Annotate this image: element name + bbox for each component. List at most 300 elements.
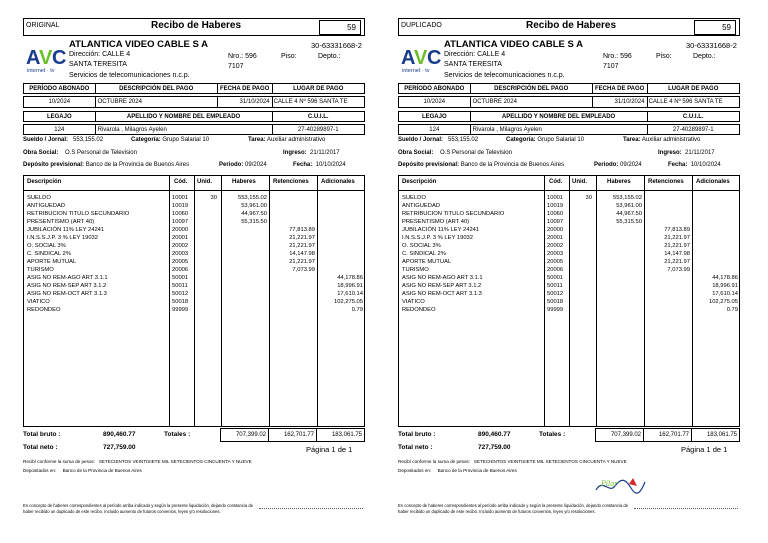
row-desc: PRESENTISMO (ART 40): [402, 219, 470, 225]
header-desc-pago: DESCRIPCIÓN DEL PAGO: [471, 84, 593, 93]
row-adic: [318, 266, 363, 274]
row-unid: [570, 290, 592, 298]
header-cuil: C.U.I.L.: [307, 114, 329, 120]
row-unid: 30: [210, 195, 217, 201]
row-cod: 10060: [172, 211, 189, 217]
avc-logo: [25, 42, 65, 76]
row-desc: O. SOCIAL 3%: [402, 243, 441, 249]
row-cod: 10097: [172, 219, 189, 225]
col-unidades: Unid.: [197, 179, 212, 185]
svg-text:V: V: [39, 47, 53, 69]
concepts-table: [398, 175, 740, 427]
row-ret: 77,813.89: [664, 227, 690, 233]
row-adic: 0.79: [726, 307, 738, 313]
row-ret: [645, 218, 690, 226]
row-cod: 10001: [547, 195, 564, 201]
row-unid: [195, 274, 217, 282]
row-cod: 50012: [172, 291, 189, 297]
receipt-title: Recibo de Haberes: [151, 20, 242, 31]
tarea-info: Tarea: Auxiliar administrativo: [248, 137, 326, 143]
periodo-deposito-info: Periodo: 09/2024: [219, 162, 267, 168]
row-ret: 14,147.98: [289, 251, 315, 257]
company-activity: Servicios de telecomunicaciones n.c.p.: [444, 72, 565, 79]
row-haberes: [222, 250, 267, 258]
company-city: SANTA TERESITA: [69, 61, 127, 68]
totals-row: [398, 428, 740, 442]
row-haberes: 44,967.50: [616, 211, 642, 217]
row-haberes: 553,155.02: [237, 195, 267, 201]
row-haberes: [222, 266, 267, 274]
employee-header-row: [398, 111, 740, 122]
row-adic: [318, 202, 363, 210]
row-haberes: [597, 258, 642, 266]
row-adic: 44,178.86: [712, 275, 738, 281]
row-cod: 10060: [547, 211, 564, 217]
total-bruto-label: Total bruto :: [23, 431, 61, 438]
row-cod: 20003: [172, 251, 189, 257]
row-ret: [270, 298, 315, 306]
row-unid: [570, 202, 592, 210]
row-adic: [318, 242, 363, 250]
row-adic: [318, 258, 363, 266]
row-adic: 18,996.91: [712, 283, 738, 289]
ingreso-info: Ingreso: 21/11/2017: [283, 150, 340, 156]
row-unid: [195, 250, 217, 258]
row-cod: 50001: [172, 275, 189, 281]
row-ret: [645, 298, 690, 306]
total-neto-label: Total neto :: [23, 444, 58, 451]
row-unid: [570, 274, 592, 282]
col-codigo: Cód.: [174, 179, 188, 185]
row-adic: [318, 210, 363, 218]
row-desc: ASIG NO REM-AGO ART 3.1.1: [27, 275, 108, 281]
company-name: ATLANTICA VIDEO CABLE S A: [69, 39, 208, 50]
row-cod: 99999: [172, 307, 189, 313]
deposito-info: Depósito previsional: Banco de la Provincia de Buenos Aires: [23, 162, 190, 168]
total-bruto-value: 890,460.77: [478, 431, 511, 438]
total-retenciones: 162,701.77: [268, 428, 317, 442]
receipt-original: [23, 18, 365, 528]
payment-header-row: [23, 83, 365, 94]
row-cod: 10019: [547, 203, 564, 209]
row-haberes: [222, 258, 267, 266]
svg-text:Pilar: Pilar: [601, 480, 618, 488]
row-desc: TURISMO: [402, 267, 429, 273]
row-haberes: [597, 266, 642, 274]
row-desc: REDONDEO: [27, 307, 61, 313]
header-desc-pago: DESCRIPCIÓN DEL PAGO: [96, 84, 218, 93]
row-desc: ANTIGUEDAD: [27, 203, 66, 209]
row-unid: [195, 218, 217, 226]
row-adic: [693, 202, 738, 210]
row-ret: [270, 194, 315, 202]
row-haberes: [597, 306, 642, 314]
row-desc: REDONDEO: [402, 307, 436, 313]
row-cod: 20000: [547, 227, 564, 233]
header-nombre: APELLIDO Y NOMBRE DEL EMPLEADO: [471, 112, 648, 121]
row-desc: ASIG NO REM-OCT ART 3.1.3: [27, 291, 107, 297]
row-cod: 20003: [547, 251, 564, 257]
row-ret: [645, 202, 690, 210]
row-ret: [270, 274, 315, 282]
row-cod: 20006: [547, 267, 564, 273]
row-desc: PRESENTISMO (ART 40): [27, 219, 95, 225]
payment-values-row: [398, 96, 740, 108]
row-haberes: [222, 306, 267, 314]
row-desc: SUELDO: [402, 195, 426, 201]
value-cuil: 27-40289897-1: [297, 127, 339, 133]
row-adic: 44,178.86: [337, 275, 363, 281]
fecha-deposito-info: Fecha: 10/10/2024: [668, 162, 721, 168]
employee-values-row: [398, 124, 740, 135]
value-periodo: 10/2024: [399, 97, 471, 107]
col-adicionales: Adicionales: [321, 179, 355, 185]
signature-line: [259, 508, 363, 509]
value-periodo: 10/2024: [24, 97, 96, 107]
col-haberes: Haberes: [607, 179, 631, 185]
payment-header-row: [398, 83, 740, 94]
row-adic: 18,996.91: [337, 283, 363, 289]
obra-social-info: Obra Social: O.S Personal de Television: [398, 150, 512, 156]
value-lugar-pago: CALLE 4 Nº 596 SANTA TE: [648, 99, 723, 105]
company-activity: Servicios de telecomunicaciones n.c.p.: [69, 72, 190, 79]
col-descripcion: Descripción: [27, 179, 62, 185]
row-unid: [195, 258, 217, 266]
row-unid: [570, 234, 592, 242]
row-haberes: [597, 234, 642, 242]
row-cod: 50012: [547, 291, 564, 297]
row-ret: [270, 282, 315, 290]
copy-label: DUPLICADO: [401, 22, 442, 29]
row-ret: 14,147.98: [664, 251, 690, 257]
total-adicionales: 183,061.75: [316, 428, 365, 442]
row-haberes: [222, 290, 267, 298]
header-lugar-pago: LUGAR DE PAGO: [668, 86, 719, 92]
row-haberes: [222, 282, 267, 290]
company-cuit: 30-63331668-2: [686, 41, 737, 50]
row-adic: [693, 266, 738, 274]
svg-text:A: A: [401, 47, 416, 69]
employee-values-row: [23, 124, 365, 135]
row-cod: 20002: [547, 243, 564, 249]
col-codigo: Cód.: [549, 179, 563, 185]
value-nombre: Rivarola , Milagros Ayelen: [471, 125, 648, 134]
row-adic: [318, 234, 363, 242]
row-adic: 17,610.14: [337, 291, 363, 297]
header-fecha-pago: FECHA DE PAGO: [593, 84, 648, 93]
row-haberes: 53,961.00: [241, 203, 267, 209]
row-desc: ANTIGUEDAD: [402, 203, 441, 209]
row-ret: [645, 274, 690, 282]
col-haberes: Haberes: [232, 179, 256, 185]
company-address: Dirección: CALLE 4: [444, 51, 506, 58]
row-desc: APORTE MUTUAL: [402, 259, 452, 265]
piso-label: Piso:: [656, 53, 672, 60]
row-ret: [645, 282, 690, 290]
row-cod: 50018: [547, 299, 564, 305]
row-haberes: [597, 242, 642, 250]
row-desc: VIATICO: [402, 299, 425, 305]
row-cod: 50011: [172, 283, 188, 289]
row-ret: 21,221.97: [664, 243, 690, 249]
recibi-line: Recibí conforme la suma de pesos: SETECIENTOS VEINTISIETE MIL SETECIENTOS CINCUENTA Y NUEVE: [398, 459, 627, 464]
value-nombre: Rivarola , Milagros Ayelen: [96, 125, 273, 134]
row-unid: [195, 202, 217, 210]
row-desc: ASIG NO REM-OCT ART 3.1.3: [402, 291, 482, 297]
row-adic: 102,275.05: [708, 299, 738, 305]
total-haberes: 707,399.02: [595, 428, 644, 442]
header-periodo: PERÍODO ABONADO: [399, 84, 471, 93]
receipt-title: Recibo de Haberes: [526, 20, 617, 31]
row-cod: 20001: [547, 235, 564, 241]
total-neto-value: 727,759.00: [103, 444, 136, 451]
row-ret: 21,221.97: [289, 235, 315, 241]
row-cod: 10097: [547, 219, 564, 225]
row-cod: 20005: [547, 259, 564, 265]
row-desc: TURISMO: [27, 267, 54, 273]
row-adic: [693, 242, 738, 250]
row-desc: C. SINDICAL 2%: [27, 251, 71, 257]
totales-label: Totales :: [164, 431, 191, 438]
header-legajo: LEGAJO: [24, 112, 96, 121]
header-periodo: PERÍODO ABONADO: [24, 84, 96, 93]
row-haberes: [597, 226, 642, 234]
row-unid: 30: [585, 195, 592, 201]
signature-graphic: [593, 474, 648, 496]
row-adic: 17,610.14: [712, 291, 738, 297]
header-cuil: C.U.I.L.: [682, 114, 704, 120]
value-legajo: 124: [399, 125, 471, 134]
row-haberes: [597, 250, 642, 258]
row-desc: ASIG NO REM-SEP ART 3.1.2: [27, 283, 107, 289]
nro-label: Nro.: 596: [228, 53, 257, 60]
row-desc: RETRIBUCION TITULO SECUNDARIO: [27, 211, 130, 217]
row-cod: 20000: [172, 227, 189, 233]
value-cuil: 27-40289897-1: [672, 127, 714, 133]
row-adic: [318, 250, 363, 258]
nro-label: Nro.: 596: [603, 53, 632, 60]
svg-text:V: V: [414, 47, 428, 69]
row-ret: [645, 210, 690, 218]
row-desc: I.N.S.S.J.P. 3 % LEY 19032: [27, 235, 99, 241]
svg-text:A: A: [26, 47, 41, 69]
row-adic: 0.79: [351, 307, 363, 313]
row-ret: [270, 210, 315, 218]
row-haberes: 44,967.50: [241, 211, 267, 217]
header-fecha-pago: FECHA DE PAGO: [218, 84, 273, 93]
row-adic: [693, 234, 738, 242]
row-haberes: [222, 298, 267, 306]
ingreso-info: Ingreso: 21/11/2017: [658, 150, 715, 156]
row-unid: [195, 242, 217, 250]
row-haberes: [222, 234, 267, 242]
row-unid: [570, 242, 592, 250]
value-legajo: 124: [24, 125, 96, 134]
row-unid: [570, 250, 592, 258]
row-cod: 50018: [172, 299, 189, 305]
value-lugar-pago: CALLE 4 Nº 596 SANTA TE: [273, 99, 348, 105]
receipt-duplicado: [398, 18, 740, 528]
depto-label: Depto.:: [693, 53, 716, 60]
company-name: ATLANTICA VIDEO CABLE S A: [444, 39, 583, 50]
row-unid: [195, 282, 217, 290]
svg-text:internet · tv: internet · tv: [402, 68, 430, 74]
categoria-info: Categoría: Grupo Salarial 10: [506, 137, 585, 143]
depto-label: Depto.:: [318, 53, 341, 60]
value-desc-pago: OCTUBRE 2024: [471, 97, 593, 107]
row-desc: C. SINDICAL 2%: [402, 251, 446, 257]
row-ret: [270, 306, 315, 314]
tarea-info: Tarea: Auxiliar administrativo: [623, 137, 701, 143]
value-desc-pago: OCTUBRE 2024: [96, 97, 218, 107]
row-ret: [645, 290, 690, 298]
footer-note: En concepto de haberes correspondientes al período arriba indicado y según la presente liquidación, dejando constancia de haber recibido un duplicado de este recibo. Incluido aumento de futuros convenios, leyes y/o resoluciones.: [23, 503, 254, 514]
row-unid: [195, 234, 217, 242]
fecha-deposito-info: Fecha: 10/10/2024: [293, 162, 346, 168]
row-ret: 7,073.99: [292, 267, 315, 273]
row-ret: 21,221.97: [664, 259, 690, 265]
row-ret: [645, 306, 690, 314]
deposito-info: Depósito previsional: Banco de la Provincia de Buenos Aires: [398, 162, 565, 168]
row-adic: [693, 258, 738, 266]
row-desc: VIATICO: [27, 299, 50, 305]
row-desc: JUBILACIÓN 11% LEY 24241: [27, 227, 105, 233]
sueldo-info: Sueldo / Jornal: 553,155.02: [23, 137, 104, 143]
postal-code: 7107: [603, 63, 619, 70]
col-retenciones: Retenciones: [648, 179, 684, 185]
svg-text:C: C: [52, 47, 67, 69]
row-cod: 99999: [547, 307, 564, 313]
piso-label: Piso:: [281, 53, 297, 60]
row-ret: 7,073.99: [667, 267, 690, 273]
col-adicionales: Adicionales: [696, 179, 730, 185]
total-bruto-label: Total bruto :: [398, 431, 436, 438]
row-haberes: 53,961.00: [616, 203, 642, 209]
row-adic: [693, 226, 738, 234]
row-ret: 77,813.89: [289, 227, 315, 233]
concepts-table: [23, 175, 365, 427]
col-descripcion: Descripción: [402, 179, 437, 185]
col-unidades: Unid.: [572, 179, 587, 185]
avc-logo: [400, 42, 440, 76]
page-number: Página 1 de 1: [306, 445, 353, 454]
row-adic: [693, 218, 738, 226]
row-cod: 20002: [172, 243, 189, 249]
categoria-info: Categoría: Grupo Salarial 10: [131, 137, 210, 143]
value-fecha-pago: 31/10/2024: [218, 97, 273, 107]
row-unid: [570, 218, 592, 226]
row-unid: [570, 306, 592, 314]
sueldo-info: Sueldo / Jornal: 553,155.02: [398, 137, 479, 143]
row-unid: [195, 210, 217, 218]
receipt-number: 59: [694, 20, 736, 35]
receipt-number: 59: [319, 20, 361, 35]
svg-text:internet · tv: internet · tv: [27, 68, 55, 74]
row-desc: RETRIBUCION TITULO SECUNDARIO: [402, 211, 505, 217]
employee-header-row: [23, 111, 365, 122]
row-adic: [693, 194, 738, 202]
total-neto-value: 727,759.00: [478, 444, 511, 451]
row-unid: [195, 298, 217, 306]
total-bruto-value: 890,460.77: [103, 431, 136, 438]
row-desc: ASIG NO REM-SEP ART 3.1.2: [402, 283, 482, 289]
row-unid: [570, 266, 592, 274]
signature: [593, 474, 648, 498]
row-haberes: [597, 298, 642, 306]
company-cuit: 30-63331668-2: [311, 41, 362, 50]
row-cod: 20001: [172, 235, 189, 241]
row-haberes: 55,315.50: [241, 219, 267, 225]
row-haberes: 55,315.50: [616, 219, 642, 225]
row-cod: 50001: [547, 275, 564, 281]
row-cod: 20006: [172, 267, 189, 273]
row-ret: [270, 202, 315, 210]
row-haberes: [222, 226, 267, 234]
row-adic: [693, 210, 738, 218]
header-nombre: APELLIDO Y NOMBRE DEL EMPLEADO: [96, 112, 273, 121]
row-desc: SUELDO: [27, 195, 51, 201]
copy-label: ORIGINAL: [26, 22, 60, 29]
row-ret: 21,221.97: [289, 259, 315, 265]
depositados-line: Depositados en: Banco de la Provincia de Buenos Aires: [23, 468, 142, 473]
total-haberes: 707,399.02: [220, 428, 269, 442]
svg-text:C: C: [427, 47, 442, 69]
totales-label: Totales :: [539, 431, 566, 438]
row-haberes: [597, 282, 642, 290]
payment-values-row: [23, 96, 365, 108]
footer-note: En concepto de haberes correspondientes al período arriba indicado y según la presente liquidación, dejando constancia de haber recibido un duplicado de este recibo. Incluido aumento de futuros convenios, leyes y/o resoluciones.: [398, 503, 629, 514]
row-unid: [570, 258, 592, 266]
row-unid: [195, 226, 217, 234]
total-retenciones: 162,701.77: [643, 428, 692, 442]
row-cod: 10001: [172, 195, 189, 201]
row-haberes: [222, 242, 267, 250]
row-haberes: [597, 274, 642, 282]
row-adic: [318, 218, 363, 226]
row-cod: 20005: [172, 259, 189, 265]
row-unid: [570, 282, 592, 290]
row-desc: APORTE MUTUAL: [27, 259, 77, 265]
row-adic: 102,275.05: [333, 299, 363, 305]
row-ret: [270, 218, 315, 226]
row-adic: [693, 250, 738, 258]
obra-social-info: Obra Social: O.S Personal de Television: [23, 150, 137, 156]
row-adic: [318, 226, 363, 234]
total-neto-label: Total neto :: [398, 444, 433, 451]
page-number: Página 1 de 1: [681, 445, 728, 454]
row-ret: 21,221.97: [289, 243, 315, 249]
totals-row: [23, 428, 365, 442]
row-haberes: [597, 290, 642, 298]
row-unid: [195, 306, 217, 314]
row-desc: I.N.S.S.J.P. 3 % LEY 19032: [402, 235, 474, 241]
row-unid: [195, 290, 217, 298]
row-cod: 10019: [172, 203, 189, 209]
header-lugar-pago: LUGAR DE PAGO: [293, 86, 344, 92]
row-desc: ASIG NO REM-AGO ART 3.1.1: [402, 275, 483, 281]
recibi-line: Recibí conforme la suma de pesos: SETECIENTOS VEINTISIETE MIL SETECIENTOS CINCUENTA Y NUEVE: [23, 459, 252, 464]
row-desc: JUBILACIÓN 11% LEY 24241: [402, 227, 480, 233]
header-legajo: LEGAJO: [399, 112, 471, 121]
row-unid: [570, 226, 592, 234]
row-unid: [195, 266, 217, 274]
row-cod: 50011: [547, 283, 563, 289]
depositados-line: Depositados en: Banco de la Provincia de Buenos Aires: [398, 468, 517, 473]
periodo-deposito-info: Periodo: 09/2024: [594, 162, 642, 168]
row-adic: [318, 194, 363, 202]
row-ret: [270, 290, 315, 298]
company-city: SANTA TERESITA: [444, 61, 502, 68]
